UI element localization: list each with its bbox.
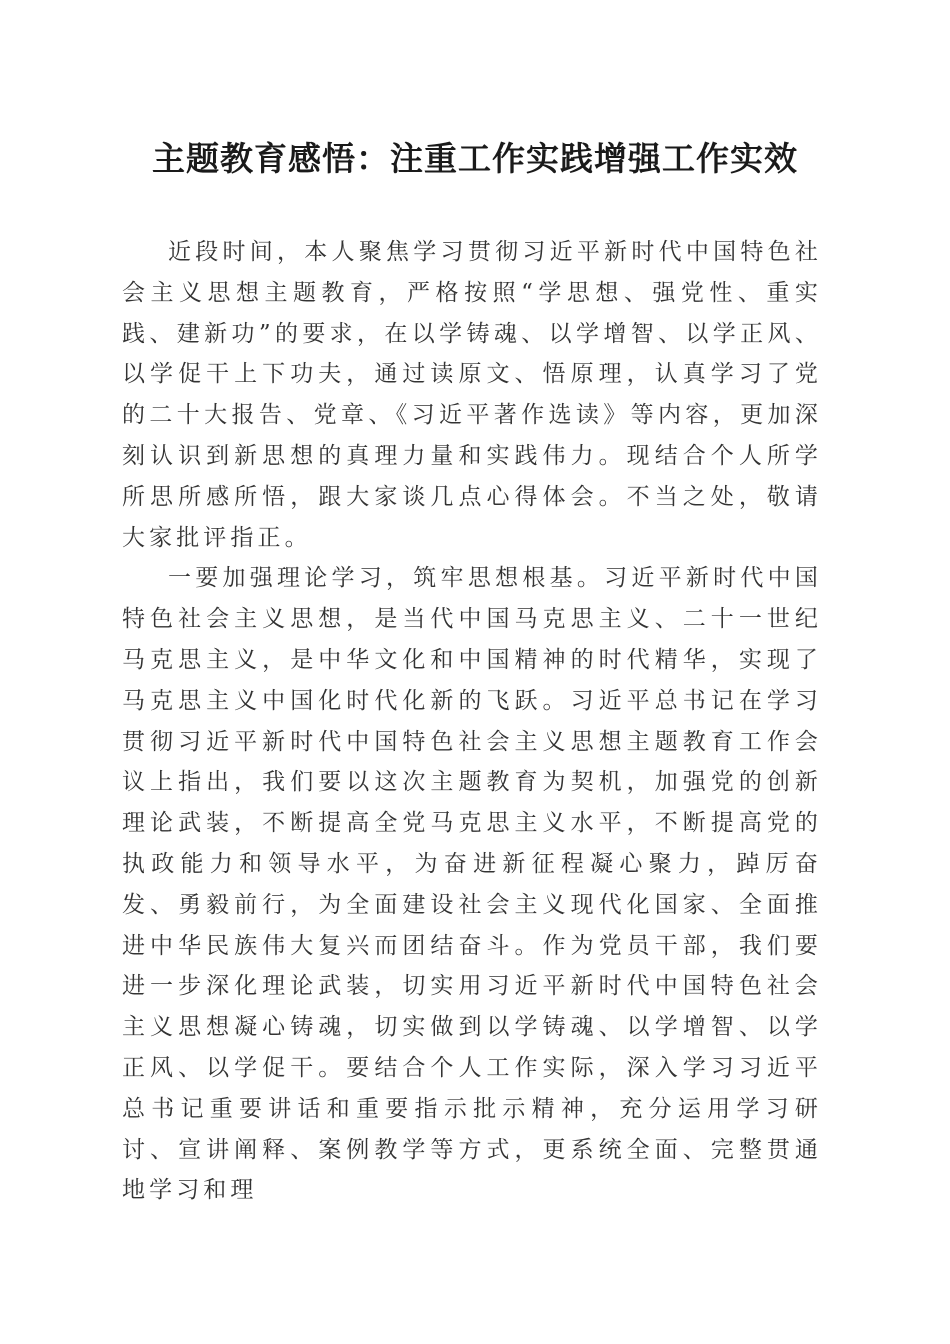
paragraph-intro: 近段时间，本人聚焦学习贯彻习近平新时代中国特色社会主义思想主题教育，严格按照“学思想、强党性、重实践、建新功”的要求，在以学铸魂、以学增智、以学正风、以学促干上下功夫，通过读原文、悟原理，认真学习了党的二十大报告、党章、《习近平著作选读》等内容，更加深刻认识到新思想的真理力量和实践伟力。现结合个人所学所思所感所悟，跟大家谈几点心得体会。不当之处，敬请大家批评指正。 [122, 239, 822, 551]
paragraph-point-one: 一要加强理论学习，筑牢思想根基。习近平新时代中国特色社会主义思想，是当代中国马克思主义、二十一世纪马克思主义，是中华文化和中国精神的时代精华，实现了马克思主义中国化时代化新的飞跃。习近平总书记在学习贯彻习近平新时代中国特色社会主义思想主题教育工作会议上指出，我们要以这次主题教育为契机，加强党的创新理论武装，不断提高全党马克思主义水平，不断提高党的执政能力和领导水平，为奋进新征程凝心聚力，踔厉奋发、勇毅前行，为全面建设社会主义现代化国家、全面推进中华民族伟大复兴而团结奋斗。作为党员干部，我们要进一步深化理论武装，切实用习近平新时代中国特色社会主义思想凝心铸魂，切实做到以学铸魂、以学增智、以学正风、以学促干。要结合个人工作实际，深入学习习近平总书记重要讲话和重要指示批示精神，充分运用学习研讨、宣讲阐释、案例教学等方式，更系统全面、完整贯通地学习和理 [122, 565, 822, 1204]
document-title: 主题教育感悟：注重工作实践增强工作实效 [152, 139, 798, 178]
document-body [122, 232, 822, 1211]
